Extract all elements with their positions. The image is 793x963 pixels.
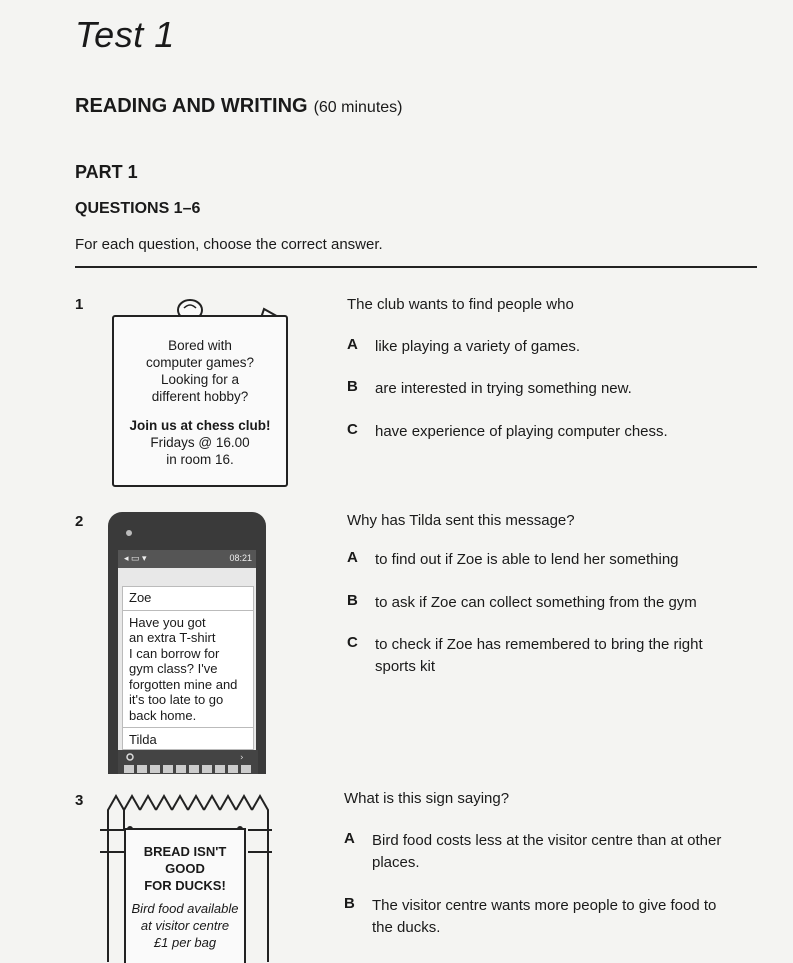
question-number-1: 1	[75, 296, 84, 313]
q3-option-b[interactable]	[344, 895, 716, 939]
option-text-line: The visitor centre wants more people to give food to	[372, 897, 717, 914]
option-text	[375, 634, 703, 678]
option-letter: B	[344, 895, 355, 912]
option-letter: A	[344, 830, 355, 847]
message-sender: Tilda	[129, 732, 157, 747]
notice-line: Looking for a	[160, 372, 240, 387]
option-text-line: the ducks.	[372, 919, 441, 936]
question-1-stem: The club wants to find people who	[347, 296, 574, 313]
option-letter: B	[347, 592, 358, 609]
notice-line: Join us at chess club!	[129, 418, 271, 433]
divider-line	[75, 266, 757, 268]
q1-option-b[interactable]	[347, 378, 632, 400]
section-title-text: READING AND WRITING	[75, 95, 308, 117]
option-text-line: sports kit	[375, 658, 436, 675]
message-line: gym class? I've	[129, 661, 218, 676]
option-letter: C	[347, 421, 358, 438]
option-letter: A	[347, 549, 358, 566]
svg-text:›: ›	[240, 753, 244, 763]
q1-option-a[interactable]	[347, 336, 580, 358]
q3-option-a[interactable]	[344, 830, 721, 874]
signal-icon: ◂ ▭ ▾	[124, 553, 147, 563]
q2-option-a[interactable]	[347, 549, 679, 571]
status-time: 08:21	[229, 553, 252, 563]
option-text: to ask if Zoe can collect something from the gym	[375, 594, 697, 611]
q2-option-b[interactable]	[347, 592, 697, 614]
notice-line: computer games?	[145, 355, 255, 370]
message-recipient: Zoe	[129, 590, 152, 605]
option-text	[372, 830, 721, 874]
questions-heading: QUESTIONS 1–6	[75, 200, 201, 217]
message-line: it's too late to go	[129, 692, 224, 707]
message-line: an extra T-shirt	[129, 630, 216, 645]
option-text-line: to check if Zoe has remembered to bring the right	[375, 636, 703, 653]
q1-option-c[interactable]	[347, 421, 668, 443]
notice-line: Fridays @ 16.00	[150, 435, 250, 450]
chess-club-notice	[112, 315, 288, 487]
question-number-3: 3	[75, 792, 84, 809]
option-text: to find out if Zoe is able to lend her something	[375, 551, 679, 568]
phone-status-bar	[118, 550, 256, 568]
sign-line: Bird food available	[131, 901, 239, 916]
phone-keyboard	[118, 750, 258, 774]
option-text	[372, 895, 716, 939]
sign-line: BREAD ISN'T	[143, 844, 227, 859]
section-title	[75, 95, 403, 118]
keyboard-keys-icon	[118, 750, 258, 774]
option-letter: A	[347, 336, 358, 353]
option-text: are interested in trying something new.	[375, 380, 632, 397]
sign-line: £1 per bag	[153, 935, 217, 950]
notice-line: different hobby?	[151, 389, 249, 404]
option-text-line: Bird food costs less at the visitor centre than at other	[372, 832, 722, 849]
question-3-stem: What is this sign saying?	[344, 790, 510, 807]
text-message	[122, 586, 254, 750]
notice-line: in room 16.	[166, 452, 234, 467]
option-text-line: places.	[372, 854, 420, 871]
section-duration: (60 minutes)	[313, 99, 403, 116]
option-text: like playing a variety of games.	[375, 338, 581, 355]
message-line: forgotten mine and	[129, 676, 238, 692]
option-letter: C	[347, 634, 358, 651]
message-line: Have you got	[129, 614, 206, 630]
sign-line: GOOD	[165, 861, 205, 876]
message-line: back home.	[129, 707, 197, 723]
notice-line: Bored with	[168, 338, 232, 353]
duck-sign	[124, 828, 246, 963]
q2-option-c[interactable]	[347, 634, 703, 678]
test-title: Test 1	[75, 14, 175, 55]
sign-line: at visitor centre	[140, 918, 230, 933]
question-2-stem: Why has Tilda sent this message?	[347, 512, 575, 529]
option-letter: B	[347, 378, 358, 395]
instruction-text: For each question, choose the correct answer.	[75, 236, 383, 253]
message-line: I can borrow for	[129, 645, 220, 661]
camera-icon	[126, 530, 132, 536]
question-number-2: 2	[75, 513, 84, 530]
part-heading: PART 1	[75, 162, 138, 182]
sign-line: FOR DUCKS!	[144, 878, 226, 893]
option-text: have experience of playing computer chess.	[375, 423, 668, 440]
